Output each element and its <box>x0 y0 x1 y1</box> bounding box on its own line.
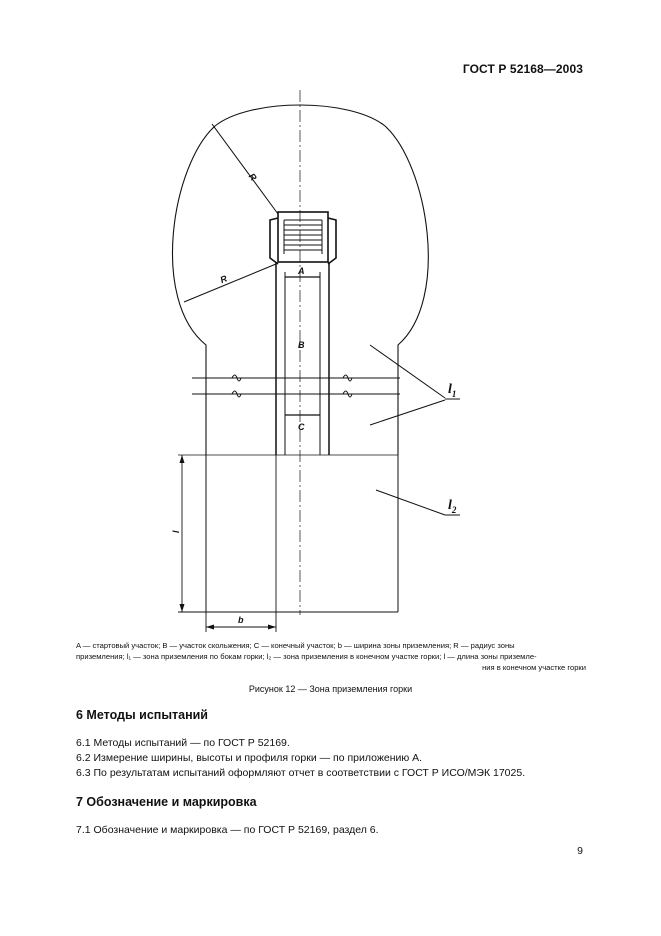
radius-line-lower <box>184 264 276 302</box>
label-b: B <box>298 340 305 350</box>
landing-zone-outline <box>172 105 428 455</box>
handrail-left <box>270 218 278 264</box>
platform-steps <box>284 220 322 254</box>
dimension-arrow-l-bottom <box>180 604 185 612</box>
figure-caption: Рисунок 12 — Зона приземления горки <box>248 684 413 694</box>
label-l2: $l_2$ <box>448 498 457 515</box>
leader-l1-upper <box>370 345 445 398</box>
legend-line: ния в конечном участке горки <box>482 663 586 672</box>
dimension-arrow-b-right <box>268 625 276 630</box>
label-c: C <box>298 422 305 432</box>
leader-l1-lower <box>370 400 445 425</box>
dimension-arrow-b-left <box>206 625 214 630</box>
label-dim-l: l <box>171 530 181 533</box>
legend-line: A — стартовый участок; B — участок скольжения; C — конечный участок; b — ширина зоны приземления; R — радиус зоны <box>76 641 515 650</box>
label-r-upper: R <box>246 171 259 183</box>
radius-line-upper <box>212 124 278 214</box>
label-l1: $l_1$ <box>448 382 457 399</box>
page-number: 9 <box>577 845 583 857</box>
leader-l2 <box>376 490 445 515</box>
dimension-arrow-l-top <box>180 455 185 463</box>
label-r-lower: R <box>218 273 229 286</box>
figure-legend <box>76 640 586 673</box>
document-code: ГОСТ Р 52168—2003 <box>462 62 583 76</box>
paragraph-6-2: 6.2 Измерение ширины, высоты и профиля горки — по приложению А. <box>76 752 423 764</box>
section-6-title: 6 Методы испытаний <box>76 708 208 722</box>
paragraph-6-1: 6.1 Методы испытаний — по ГОСТ Р 52169. <box>76 737 290 749</box>
handrail-right <box>328 218 336 264</box>
paragraph-7-1: 7.1 Обозначение и маркировка — по ГОСТ Р 52169, раздел 6. <box>76 824 379 836</box>
label-dim-b: b <box>238 615 244 625</box>
legend-line: приземления; l₁ — зона приземления по бокам горки; l₂ — зона приземления в конечном участке горки; l — длина зоны приземле- <box>76 652 537 661</box>
section-7-title: 7 Обозначение и маркировка <box>76 795 257 809</box>
label-a: A <box>298 266 305 276</box>
paragraph-6-3: 6.3 По результатам испытаний оформляют отчет в соответствии с ГОСТ Р ИСО/МЭК 17025. <box>76 767 526 779</box>
